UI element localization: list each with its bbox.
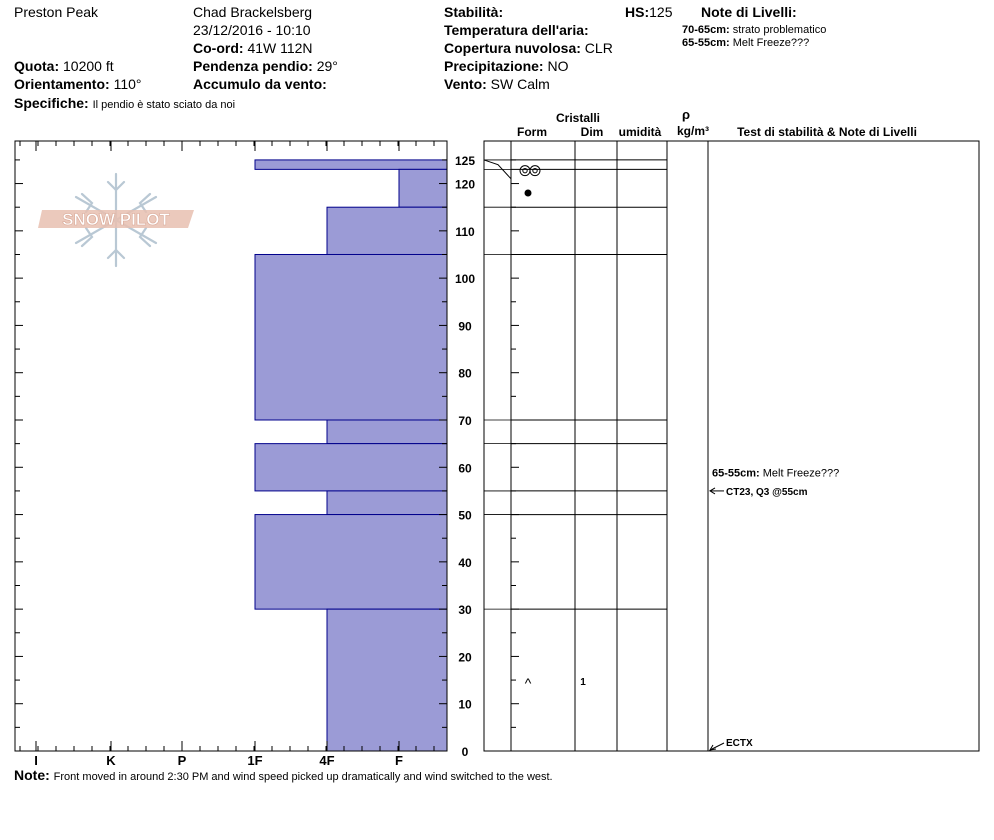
hardness-bar <box>327 609 447 751</box>
observer: Chad Brackelsberg <box>193 4 313 20</box>
wind-loading-label: Accumulo da vento: <box>193 76 327 92</box>
depth-tick-label: 120 <box>454 177 476 192</box>
hardness-layers <box>255 160 447 751</box>
melt-form-icon <box>530 166 540 176</box>
column-header-notes: Test di stabilità & Note di Livelli <box>737 125 917 139</box>
slope-value: 29° <box>316 58 338 74</box>
elevation-label: Quota: <box>14 58 60 74</box>
sky-value: CLR <box>584 40 613 56</box>
wind-value: SW Calm <box>490 76 550 92</box>
hs-value: 125 <box>649 4 673 20</box>
depth-tick-label: 0 <box>461 745 469 759</box>
slope-label: Pendenza pendio: <box>193 58 313 74</box>
note-text: Front moved in around 2:30 PM and wind speed picked up dramatically and wind switched to the west. <box>53 771 553 783</box>
layer-note-text: Melt Freeze??? <box>759 467 840 480</box>
stability-test-label: CT23, Q3 @55cm <box>726 486 808 498</box>
layer-note-1-text: strato problematico <box>732 24 827 36</box>
coord-value: 41W 112N <box>247 40 313 56</box>
elevation-value: 10200 ft <box>63 58 114 74</box>
depth-tick-label: 20 <box>458 650 472 665</box>
hardness-bar <box>255 160 447 169</box>
depth-tick-label: 110 <box>455 224 475 239</box>
crystal-frame <box>484 141 979 751</box>
layer-note-1-range: 70-65cm: <box>682 24 730 36</box>
layer-note <box>712 467 839 479</box>
ice-dot-icon <box>525 190 532 197</box>
hs-label: HS: <box>625 4 650 20</box>
precip-value: NO <box>547 58 569 74</box>
grain-form-symbol: ^ <box>524 675 532 692</box>
coord-label: Co-ord: <box>193 40 244 56</box>
depth-tick-label: 90 <box>458 319 472 334</box>
depth-tick-label: 50 <box>458 508 472 523</box>
depth-tick-label: 70 <box>458 413 472 428</box>
column-header-form: Form <box>517 125 547 139</box>
hardness-tick-label: K <box>106 753 116 768</box>
layer-note-range: 65-55cm: <box>712 467 760 480</box>
wind-label: Vento: <box>444 76 487 92</box>
depth-tick-label: 30 <box>458 603 472 618</box>
depth-tick-label: 80 <box>458 366 472 381</box>
aspect-value: 110° <box>113 76 142 92</box>
note-label: Note: <box>14 767 50 783</box>
hardness-tick-label: 1F <box>247 753 263 768</box>
depth-tick-label: 10 <box>458 697 472 712</box>
hardness-bar <box>327 420 447 444</box>
hardness-tick-label: I <box>34 753 38 768</box>
location: Preston Peak <box>14 4 99 20</box>
hardness-tick-label: 4F <box>319 753 335 768</box>
layer-note-2-text: Melt Freeze??? <box>732 37 810 49</box>
stability-label: Stabilità: <box>444 4 504 20</box>
hardness-bar <box>327 207 447 254</box>
column-header-moisture: umidità <box>618 125 662 139</box>
precip-label: Precipitazione: <box>444 58 544 74</box>
hardness-tick-label: F <box>395 753 403 768</box>
air-temp-label: Temperatura dell'aria: <box>444 22 589 38</box>
layer-note-2-range: 65-55cm: <box>682 37 730 49</box>
depth-tick-label: 100 <box>454 272 476 287</box>
specifics-label: Specifiche: <box>14 95 89 111</box>
sky-label: Copertura nuvolosa: <box>444 40 581 56</box>
column-header-size: Dim <box>580 125 604 139</box>
depth-tick-label: 125 <box>454 153 476 168</box>
grain-symbols <box>520 166 724 750</box>
hardness-bar <box>327 491 447 515</box>
logo-text: SNOW PILOT <box>62 210 170 229</box>
grain-size-label: 1 <box>580 677 586 689</box>
datetime: 23/12/2016 - 10:10 <box>193 22 311 38</box>
column-header-rho: ρ <box>681 107 691 122</box>
aspect-label: Orientamento: <box>14 76 110 92</box>
hardness-bar <box>255 515 447 610</box>
melt-form-icon <box>520 166 530 176</box>
snowpilot-logo <box>38 170 198 270</box>
column-header-density: kg/m³ <box>676 124 710 138</box>
depth-tick-label: 60 <box>458 461 472 476</box>
hardness-bar <box>255 444 447 491</box>
hardness-bar <box>399 169 447 207</box>
stability-test-label: ECTX <box>726 738 753 749</box>
depth-tick-label: 40 <box>458 555 472 570</box>
hardness-tick-label: P <box>177 753 187 768</box>
hardness-bar <box>255 254 447 420</box>
layer-notes-title: Note di Livelli: <box>701 4 797 20</box>
specifics-value: Il pendio è stato sciato da noi <box>92 99 236 111</box>
column-header-crystals: Cristalli <box>555 111 601 125</box>
